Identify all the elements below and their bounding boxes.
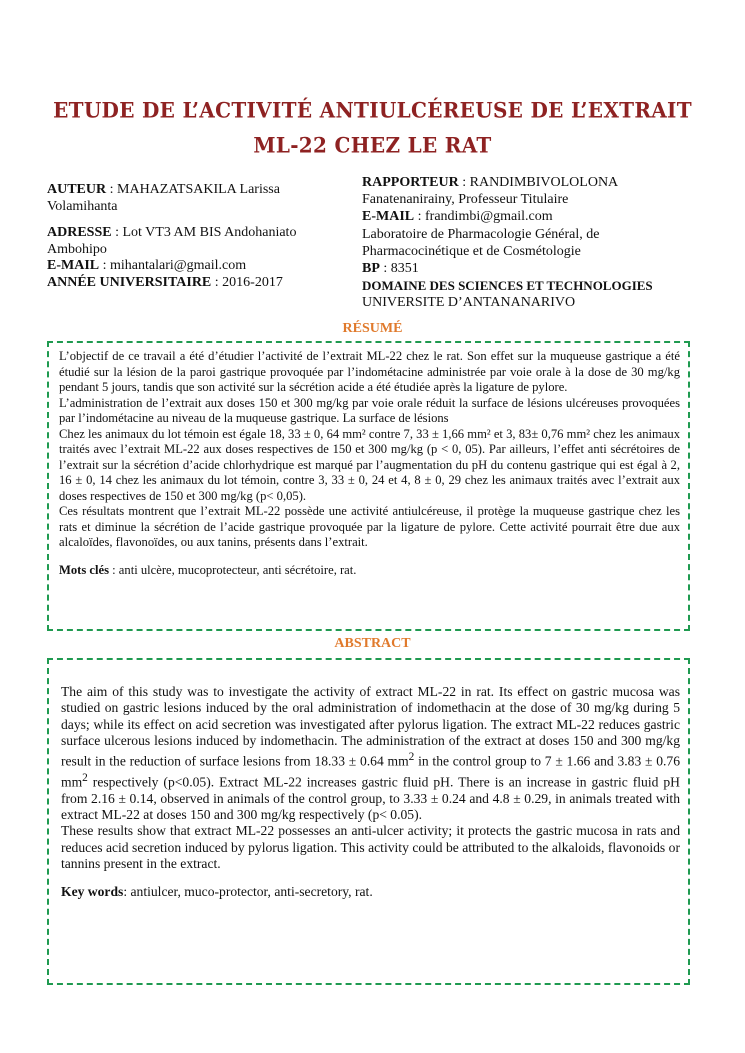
resume-heading: RÉSUMÉ — [342, 321, 403, 336]
abstract-paragraph: These results show that extract ML-22 possesses an anti-ulcer activity; it protects the gastric mucosa in rats and reduces acid secretion induced by pylorus ligation. This activity could be attributed to the alkaloids, flavonoids or tannins present in the extract. — [61, 823, 680, 872]
abstract-paragraph: The aim of this study was to investigate the activity of extract ML-22 in rat. Its effect on gastric mucosa was studied on gastric lesions induced by the oral administration of indomethacin at the dose of 30 mg/kg during 5 days; while its effect on acid secretion was investigated after pylorus ligation. The extract ML-22 reduces gastric surface ulcerous lesions induced by indomethacin. The administration of the extract at doses 150 and 300 mg/kg result in the reduction of surface lesions from 18.33 ± 0.64 $mm^2$ in the control group to 7 ± 1.66 and 3.83 ± 0.76 $mm^2$ respectively (p<0.05). Extract ML-22 increases gastric fluid pH. There is an increase in gastric fluid pH from 2.16 ± 0.14, observed in animals of the control group, to 3.33 ± 0.24 and 4.8 ± 0.29, in animals treated with extract ML-22 at doses 150 and 300 mg/kg respectively (p< 0.05). — [61, 684, 680, 823]
abstract-heading: ABSTRACT — [334, 636, 411, 651]
resume-paragraph: L’administration de l’extrait aux doses 150 et 300 mg/kg par voie orale réduit la surface de lésions ulcéreuses provoquées par l’indométacine au niveau de la muqueuse gastrique. La surface de lésions — [59, 395, 680, 425]
resume-keywords: Mots clés : anti ulcère, mucoprotecteur, anti sécrétoire, rat. — [59, 562, 357, 577]
author-line: AUTEUR : MAHAZATSAKILA Larissa Volamihanta — [47, 182, 280, 214]
bp-line: BP : 8351 — [362, 261, 419, 277]
rapporteur-block — [362, 174, 692, 312]
abstract-keywords: Key words: antiulcer, muco-protector, anti-secretory, rat. — [61, 884, 373, 900]
title-line-2: ML-22 CHEZ LE RAT — [253, 132, 492, 158]
academic-year: ANNÉE UNIVERSITAIRE : 2016-2017 — [47, 274, 283, 290]
title-line-1: ETUDE DE L’ACTIVITÉ ANTIULCÉREUSE DE L’EXTRAIT — [53, 97, 692, 123]
resume-paragraph: L’objectif de ce travail a été d’étudier l’activité de l’extrait ML-22 chez le rat. Son effet sur la muqueuse gastrique a été étudié sur la lésion de la paroi gastrique provoquée par l’indométacine administrée par voie orale à la dose de 30 mg/kg pendant 5 jours, tandis que son activité sur la sécrétion acide a été étudiée après la ligature de pylore. — [59, 349, 680, 394]
rapporteur-line: RAPPORTEUR : RANDIMBIVOLOLONA Fanatenanirainy, Professeur Titulaire — [362, 175, 618, 208]
university: UNIVERSITE D’ANTANANARIVO — [362, 295, 576, 311]
resume-box — [47, 341, 690, 631]
rapporteur-email: E-MAIL : frandimbi@gmail.com — [362, 209, 553, 225]
abstract-box — [47, 658, 690, 985]
author-block — [47, 182, 347, 291]
resume-paragraph: Chez les animaux du lot témoin est égale 18, 33 ± 0, 64 mm² contre 7, 33 ± 1,66 mm² et 3, 83± 0,76 mm² chez les animaux traités avec l’extrait ML-22 aux doses respectives de 150 et 300 mg/kg (p ˂ 0, 05). Par ailleurs, l’effet anti sécrétoires de l’extrait sur la sécrétion d’acide chlorhydrique est marqué par l’augmentation du pH du contenu gastrique qui est égal à 2, 16 ± 0, 14 chez les animaux du lot témoin, contre 3, 33 ± 0, 24 et 4, 8 ± 0, 29 chez les animaux traités avec l’extrait aux doses respectives de 150 et 300 mg/kg (p< 0,05). — [59, 426, 680, 503]
laboratory: Laboratoire de Pharmacologie Général, de Pharmacocinétique et de Cosmétologie — [362, 226, 600, 259]
resume-paragraph: Ces résultats montrent que l’extrait ML-22 possède une activité antiulcéreuse, il protège la muqueuse gastrique chez les rats et diminue la sécrétion de l’acide gastrique provoquée par la ligature de pylore. Cette activité pourrait être due aux alcaloïdes, flavonoïdes, ou aux tanins, présents dans l’extrait. — [59, 504, 680, 549]
address-line: ADRESSE : Lot VT3 AM BIS Andohaniato Ambohipo — [47, 225, 297, 257]
domain: DOMAINE DES SCIENCES ET TECHNOLOGIES — [362, 278, 653, 294]
author-email: E-MAIL : mihantalari@gmail.com — [47, 258, 247, 273]
